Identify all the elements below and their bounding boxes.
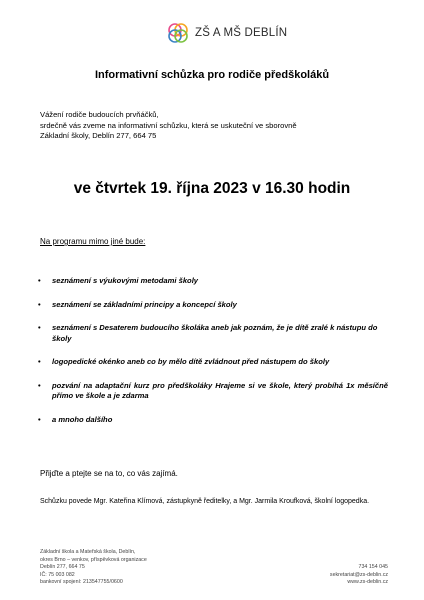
list-item-text: pozvání na adaptační kurz pro předškoláky Hrajeme si ve škole, který probíhá 1x měsíčně přímo ve škole a je zdarma	[52, 380, 388, 400]
school-circles-logo-icon	[167, 22, 189, 44]
list-item-text: seznámení se základními principy a koncepcí školy	[52, 299, 237, 309]
bullet-icon: •	[38, 276, 41, 285]
intro-paragraph	[40, 110, 410, 142]
footer-email: sekretariat@zs-deblin.cz	[329, 571, 388, 578]
bullet-icon: •	[38, 414, 41, 424]
footer-line: Základní škola a Mateřská škola, Deblín,	[40, 549, 136, 555]
program-heading: Na programu mimo jiné bude:	[40, 237, 146, 246]
footer-website: www.zs-deblin.cz	[347, 579, 388, 586]
footer-line: okres Brno – venkov, příspěvková organizace	[40, 556, 147, 563]
intro-line: srdečně vás zveme na informativní schůzku, která se uskuteční ve sborovně	[40, 120, 297, 130]
school-logo	[167, 22, 287, 44]
list-item	[38, 323, 388, 344]
footer-line: bankovní spojení: 213547755/0600	[40, 579, 123, 586]
list-item	[38, 357, 388, 368]
intro-line: Vážení rodiče budoucích prvňáčků,	[40, 110, 159, 119]
list-item-text: seznámení s Desaterem budoucího školáka aneb jak poznám, že je dítě zralé k nástupu do školy	[52, 323, 378, 343]
closing-line: Přijďte a ptejte se na to, co vás zajímá.	[40, 469, 178, 478]
list-item	[38, 300, 388, 311]
list-item	[38, 415, 388, 426]
document-title: Informativní schůzka pro rodiče předškoláků	[94, 69, 330, 81]
footer-line: IČ: 75 003 082	[40, 571, 75, 578]
bullet-icon: •	[38, 357, 41, 366]
list-item-text: logopedické okénko aneb co by mělo dítě zvládnout před nástupem do školy	[52, 357, 330, 366]
list-item	[38, 381, 388, 402]
bullet-icon: •	[38, 299, 41, 309]
bullet-icon: •	[38, 323, 41, 332]
list-item	[38, 276, 388, 287]
footer-contacts	[330, 564, 388, 587]
list-item-text: a mnoho dalšího	[52, 414, 113, 424]
logo-text: ZŠ A MŠ DEBLÍN	[195, 27, 288, 39]
program-list	[38, 276, 388, 438]
event-date: ve čtvrtek 19. října 2023 v 16.30 hodin	[73, 180, 351, 197]
footer-line: Deblín 277, 664 75	[40, 564, 85, 571]
footer-phone: 734 154 045	[358, 564, 388, 570]
footer-address	[40, 549, 147, 587]
leader-note: Schůzku povede Mgr. Kateřina Klímová, zástupkyně ředitelky, a Mgr. Jarmila Kroufková, školní logopedka.	[40, 498, 370, 505]
list-item-text: seznámení s výukovými metodami školy	[52, 276, 199, 285]
bullet-icon: •	[38, 380, 41, 390]
intro-line: Základní školy, Deblín 277, 664 75	[40, 131, 157, 140]
